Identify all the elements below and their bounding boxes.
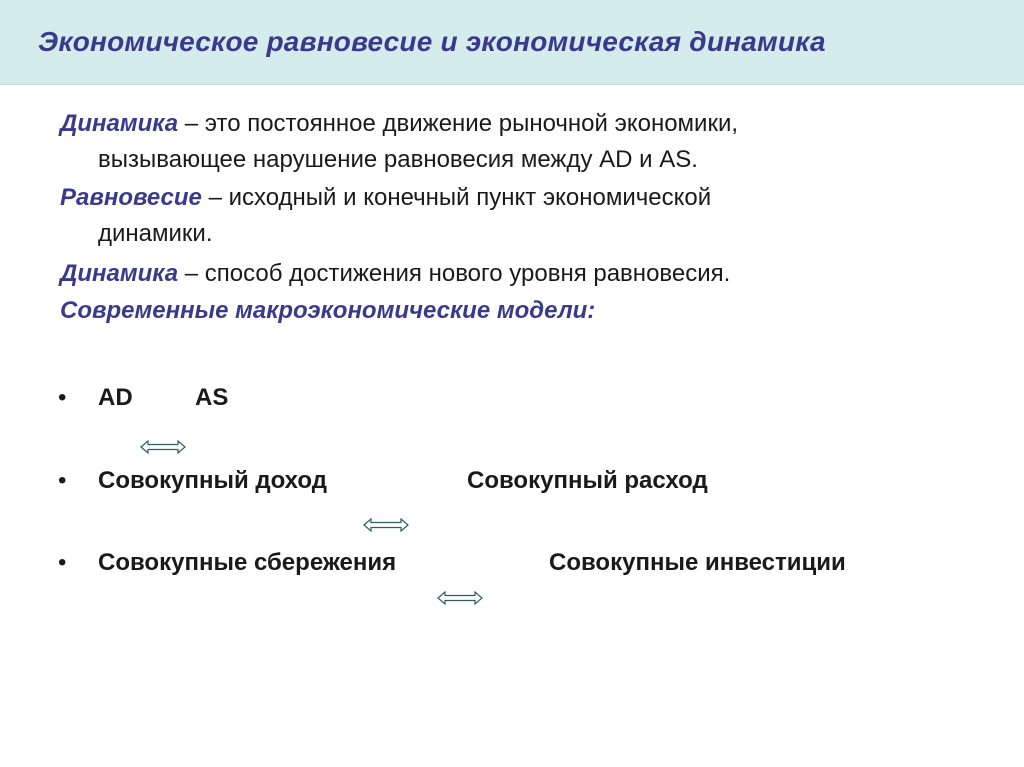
definition-text-continued: динамики. <box>98 220 213 247</box>
definition-text: – способ достижения нового уровня равновесия. <box>178 260 731 287</box>
definition-text: – исходный и конечный пункт экономической <box>201 184 712 211</box>
definition-term: Динамика <box>60 260 179 287</box>
model-right-term: AS <box>195 384 229 411</box>
definition-text-continued: вызывающее нарушение равновесия между AD и AS. <box>98 146 698 173</box>
bullet-marker: • <box>58 384 67 411</box>
model-right-term: Совокупный расход <box>467 467 708 494</box>
model-left-term: AD <box>98 384 133 411</box>
bullet-marker: • <box>58 549 67 576</box>
models-heading: Современные макроэкономические модели: <box>60 297 596 324</box>
double-arrow-icon <box>140 440 186 454</box>
double-arrow-icon <box>437 591 483 605</box>
model-left-term: Совокупные сбережения <box>98 549 397 576</box>
definition-text: – это постоянное движение рыночной экономики, <box>178 110 739 137</box>
definition-equilibrium <box>60 180 990 252</box>
definition-term: Равновесие <box>60 184 202 211</box>
model-left-term: Совокупный доход <box>98 467 327 494</box>
definition-dynamics-2 <box>60 256 990 292</box>
model-right-term: Совокупные инвестиции <box>549 549 846 576</box>
definition-dynamics-1 <box>60 106 990 178</box>
bullet-marker: • <box>58 467 67 494</box>
slide-title: Экономическое равновесие и экономическая динамика <box>38 26 826 57</box>
double-arrow-icon <box>363 518 409 532</box>
definition-term: Динамика <box>60 110 179 137</box>
slide-header <box>0 0 1024 85</box>
